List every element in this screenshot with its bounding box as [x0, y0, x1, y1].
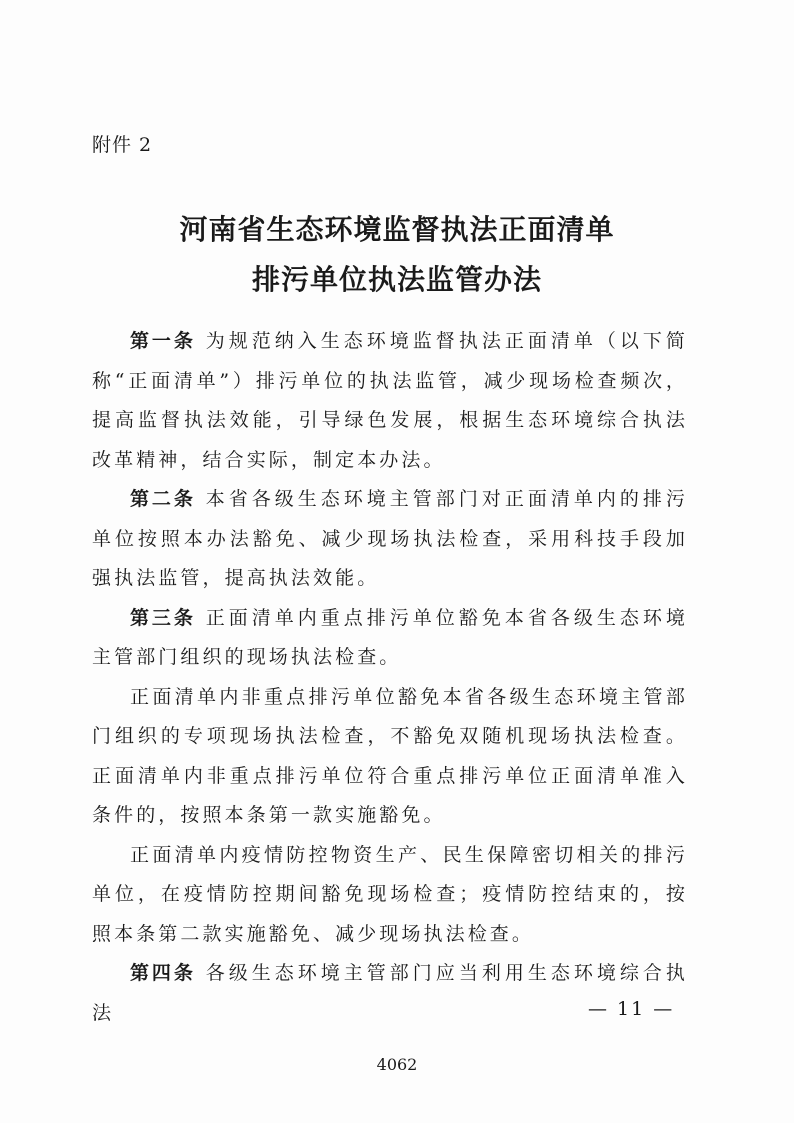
paragraph-article-3-clause-3: [92, 836, 688, 955]
document-title-line-2: 排污单位执法监管办法: [251, 263, 542, 296]
paragraph-text: 各级生态环境主管部门应当利用生态环境综合执法: [92, 962, 688, 1024]
paragraph-text: 正面清单内非重点排污单位豁免本省各级生态环境主管部门组织的专项现场执法检查，不豁免双随机现场执法检查。正面清单内非重点排污单位符合重点排污单位正面清单准入条件的，按照本条第一款实施豁免。: [92, 685, 688, 826]
article-heading: 第一条: [130, 330, 196, 352]
paragraph-text: 为规范纳入生态环境监督执法正面清单（以下简称“正面清单”）排污单位的执法监管，减少现场检查频次，提高监督执法效能，引导绿色发展，根据生态环境综合执法改革精神，结合实际，制定本办法。: [92, 330, 688, 471]
paragraph-article-2: [92, 480, 688, 599]
document-number: 4062: [376, 1055, 418, 1074]
paragraph-article-3: [92, 599, 688, 678]
document-title-line-1: 河南省生态环境监督执法正面清单: [179, 213, 615, 246]
article-heading: 第四条: [130, 962, 196, 984]
attachment-label: 附件 2: [92, 134, 153, 156]
page-number: — 11 —: [588, 998, 675, 1020]
paragraph-article-3-clause-2: [92, 678, 688, 836]
paragraph-text: 本省各级生态环境主管部门对正面清单内的排污单位按照本办法豁免、减少现场执法检查，采用科技手段加强执法监管，提高执法效能。: [92, 488, 688, 589]
article-heading: 第三条: [130, 606, 196, 629]
document-body: [92, 322, 688, 1033]
paragraph-text: 正面清单内重点排污单位豁免本省各级生态环境主管部门组织的现场执法检查。: [92, 606, 688, 668]
paragraph-article-1: [92, 322, 688, 480]
paragraph-article-4: [92, 954, 688, 1033]
paragraph-text: 正面清单内疫情防控物资生产、民生保障密切相关的排污单位，在疫情防控期间豁免现场检查；疫情防控结束的，按照本条第二款实施豁免、减少现场执法检查。: [92, 843, 688, 945]
article-heading: 第二条: [130, 488, 196, 510]
